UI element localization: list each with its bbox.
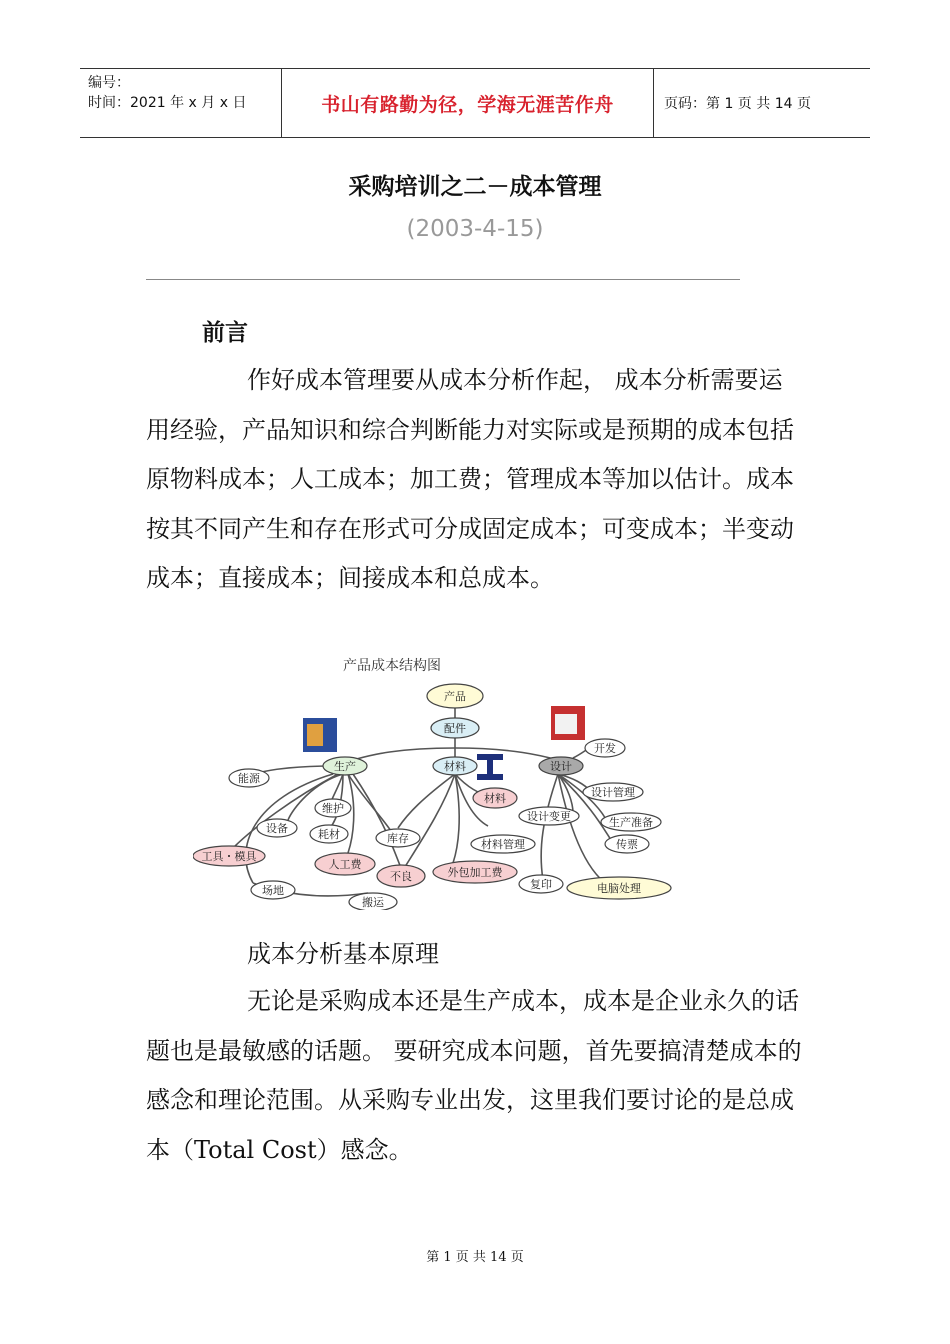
worker-icon-figure — [307, 724, 323, 746]
designer-icon-figure — [555, 714, 577, 734]
diagram-node-materials — [433, 757, 477, 775]
diagram-node-transmit — [605, 835, 649, 853]
diagram-node-energy — [229, 769, 269, 787]
diagram-node-material-red — [473, 788, 517, 808]
principle-paragraph: 无论是采购成本还是生产成本，成本是企业永久的话题也是最敏感的话题。 要研究成本问题，首先要搞清楚成本的感念和理论范围。从采购专业出发，这里我们要讨论的是总成本（Total Cost）感念。 — [146, 987, 802, 1164]
diagram-node-label: 电脑处理 — [597, 882, 641, 895]
time-label: 时间：2021 年 x 月 x 日 — [88, 95, 247, 111]
steel-beam-icon — [477, 754, 503, 780]
diagram-node-design — [539, 757, 583, 775]
subheading: 成本分析基本原理 — [247, 940, 439, 968]
header-motto: 书山有路勤为径，学海无涯苦作舟 — [282, 69, 654, 137]
cost-structure-diagram — [193, 648, 673, 910]
number-label: 编号： — [88, 75, 130, 91]
diagram-node-label: 工具・模具 — [201, 850, 257, 863]
diagram-node-label: 传票 — [616, 838, 638, 851]
doc-date: (2003-4-15) — [406, 216, 544, 242]
diagram-node-defect — [377, 865, 425, 887]
header-meta — [80, 69, 282, 137]
diagram-node-material-mgmt — [471, 835, 535, 853]
diagram-node-develop — [585, 739, 625, 757]
preface-paragraph: 作好成本管理要从成本分析作起， 成本分析需要运用经验，产品知识和综合判断能力对实际或是预期的成本包括原物料成本；人工成本；加工费；管理成本等加以估计。成本按其不同产生和存在形式可分成固定成本；可变成本；半变动成本；直接成本；间接成本和总成本。 — [146, 366, 794, 592]
diagram-node-consumables — [310, 825, 348, 843]
diagram-node-design-change — [519, 807, 579, 825]
diagram-node-label: 场地 — [262, 884, 284, 897]
diagram-node-label: 外包加工费 — [447, 866, 503, 879]
diagram-node-inventory — [376, 829, 420, 847]
diagram-node-site — [251, 881, 295, 899]
diagram-node-product — [427, 684, 483, 708]
diagram-node-label: 搬运 — [362, 896, 384, 909]
diagram-node-outsourcing — [433, 861, 517, 883]
diagram-node-label: 设计管理 — [591, 786, 635, 799]
divider — [146, 279, 740, 280]
diagram-node-label: 材料 — [444, 760, 466, 773]
diagram-node-label: 设计 — [550, 760, 572, 773]
diagram-node-label: 人工费 — [328, 858, 362, 871]
diagram-node-copy — [519, 875, 563, 893]
diagram-node-label: 库存 — [387, 832, 409, 845]
diagram-node-label: 复印 — [530, 878, 552, 891]
diagram-node-production — [323, 757, 367, 775]
page-footer: 第 1 页 共 14 页 — [426, 1250, 524, 1265]
diagram-node-label: 材料管理 — [481, 838, 525, 851]
diagram-node-label: 耗材 — [318, 828, 340, 841]
diagram-node-transport — [349, 893, 397, 910]
diagram-node-label: 不良 — [390, 870, 412, 883]
diagram-node-label: 设备 — [266, 822, 288, 835]
doc-title: 采购培训之二－成本管理 — [348, 174, 602, 200]
diagram-title: 产品成本结构图 — [343, 658, 441, 674]
diagram-node-equipment — [257, 819, 297, 837]
diagram-node-maintenance — [315, 799, 351, 817]
diagram-node-label: 维护 — [322, 802, 344, 815]
diagram-node-label: 材料 — [484, 792, 506, 805]
header-page-info: 页码：第 1 页 共 14 页 — [664, 96, 811, 112]
diagram-node-prod-prep — [601, 813, 661, 831]
diagram-node-label: 生产准备 — [609, 816, 653, 829]
preface-heading: 前言 — [202, 320, 248, 346]
diagram-node-tools — [193, 846, 265, 866]
document-header — [80, 68, 870, 138]
diagram-node-parts — [431, 718, 479, 738]
diagram-node-label: 配件 — [444, 722, 466, 735]
diagram-node-label: 生产 — [334, 760, 356, 773]
diagram-node-design-mgmt — [583, 783, 643, 801]
diagram-node-computer — [567, 877, 671, 899]
diagram-node-label: 产品 — [444, 690, 466, 703]
diagram-node-label: 开发 — [594, 742, 616, 755]
diagram-node-labor — [315, 853, 375, 875]
diagram-node-label: 能源 — [238, 772, 260, 785]
diagram-node-label: 设计变更 — [527, 810, 571, 823]
